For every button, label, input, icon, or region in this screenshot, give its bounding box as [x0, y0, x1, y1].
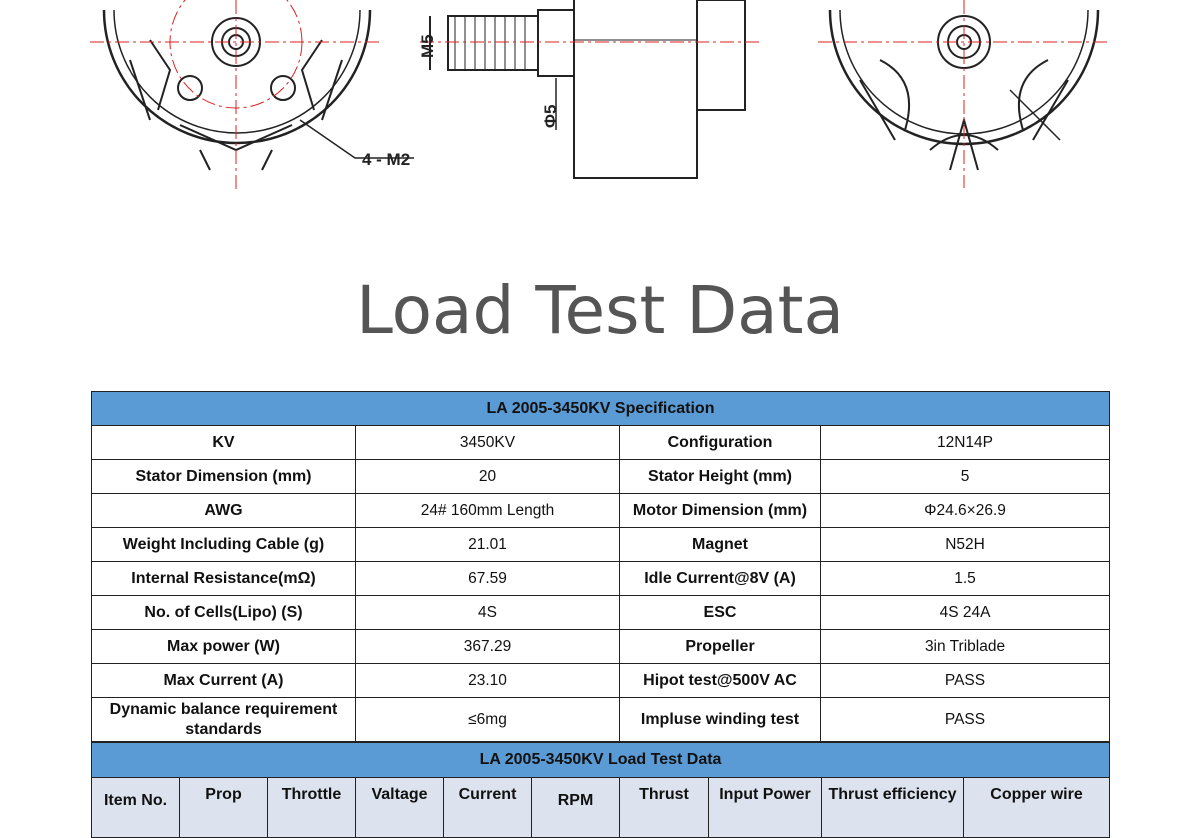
column-header: RPM — [532, 778, 620, 838]
spec-value: PASS — [821, 698, 1110, 742]
spec-label: Max power (W) — [92, 630, 356, 664]
spec-value: 67.59 — [356, 562, 620, 596]
motor-side-view — [430, 0, 745, 178]
table-row — [92, 562, 1110, 596]
table-header-row — [92, 778, 1110, 838]
column-header: Input Power — [709, 778, 822, 838]
spec-label: ESC — [620, 596, 821, 630]
spec-value: 23.10 — [356, 664, 620, 698]
spec-label: Internal Resistance(mΩ) — [92, 562, 356, 596]
column-header: Thrust — [620, 778, 709, 838]
spec-value: 3450KV — [356, 426, 620, 460]
table-row — [92, 596, 1110, 630]
column-header: Thrust efficiency — [822, 778, 964, 838]
spec-label: Weight Including Cable (g) — [92, 528, 356, 562]
spec-value: 367.29 — [356, 630, 620, 664]
spec-value: 5 — [821, 460, 1110, 494]
spec-value: 4S 24A — [821, 596, 1110, 630]
spec-label: Motor Dimension (mm) — [620, 494, 821, 528]
table-row — [92, 630, 1110, 664]
spec-label: Hipot test@500V AC — [620, 664, 821, 698]
spec-label: No. of Cells(Lipo) (S) — [92, 596, 356, 630]
spec-table — [91, 391, 1110, 742]
phi5-label: Φ5 — [541, 104, 560, 128]
spec-label: Configuration — [620, 426, 821, 460]
spec-label: Stator Dimension (mm) — [92, 460, 356, 494]
table-row — [92, 528, 1110, 562]
spec-label: Propeller — [620, 630, 821, 664]
spec-value: 3in Triblade — [821, 630, 1110, 664]
spec-value: ≤6mg — [356, 698, 620, 742]
spec-table-title: LA 2005-3450KV Specification — [92, 392, 1110, 426]
spec-value: N52H — [821, 528, 1110, 562]
spec-value: 1.5 — [821, 562, 1110, 596]
spec-label: Impluse winding test — [620, 698, 821, 742]
column-header: Current — [444, 778, 532, 838]
spec-table-container — [91, 391, 1109, 838]
spec-label: KV — [92, 426, 356, 460]
load-table-title: LA 2005-3450KV Load Test Data — [92, 743, 1110, 778]
spec-label: Stator Height (mm) — [620, 460, 821, 494]
table-row — [92, 426, 1110, 460]
spec-label: Magnet — [620, 528, 821, 562]
load-test-table — [91, 742, 1110, 838]
spec-value: 21.01 — [356, 528, 620, 562]
column-header: Throttle — [268, 778, 356, 838]
holes-label: 4 - M2 — [362, 150, 411, 169]
table-row — [92, 698, 1110, 742]
table-row — [92, 460, 1110, 494]
m5-label: M5 — [418, 34, 437, 58]
spec-value: PASS — [821, 664, 1110, 698]
column-header: Valtage — [356, 778, 444, 838]
spec-label: AWG — [92, 494, 356, 528]
column-header: Item No. — [92, 778, 180, 838]
spec-value: 12N14P — [821, 426, 1110, 460]
spec-value: 24# 160mm Length — [356, 494, 620, 528]
spec-label: Idle Current@8V (A) — [620, 562, 821, 596]
motor-technical-drawing — [0, 0, 1200, 200]
spec-label: Dynamic balance requirement standards — [92, 698, 356, 742]
column-header: Copper wire — [964, 778, 1110, 838]
motor-bottom-view — [104, 10, 414, 170]
table-row — [92, 664, 1110, 698]
table-row — [92, 494, 1110, 528]
page-title: Load Test Data — [356, 272, 844, 349]
spec-value: Φ24.6×26.9 — [821, 494, 1110, 528]
spec-label: Max Current (A) — [92, 664, 356, 698]
spec-value: 4S — [356, 596, 620, 630]
column-header: Prop — [180, 778, 268, 838]
spec-value: 20 — [356, 460, 620, 494]
